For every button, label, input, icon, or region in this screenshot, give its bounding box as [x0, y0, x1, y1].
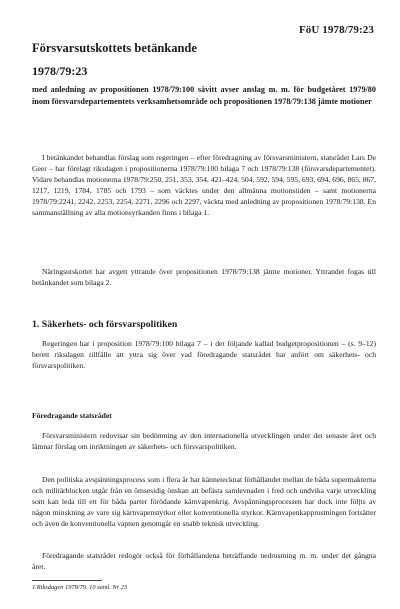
document-reference: FöU 1978/79:23	[298, 24, 374, 36]
minister-paragraph-2: Den politiska avspänningsprocess som i flera år har kännetecknat förhållandet mellan de båda supermakterna och militärblocken utgår från en ömsesidig önskan att befästa samlevnaden i fred och undvika varje utveckling som kan leda till ett för båda parter förödande kärnvapenkrig. Avspänningsprocessen har dock inte följts av någon minskning av vare sig kärnvapenstyrkor eller konventionella styrkor. Kärnvapenkapprustningen fortsätter och även de konventionella vapnen genomgår en snabb teknisk utveckling.	[32, 475, 376, 528]
page-footnote: 1 Riksdagen 1978/79. 10 saml. Nr 23	[32, 584, 131, 592]
subsection-heading: Föredragande statsrådet	[32, 411, 112, 420]
report-subtitle: med anledning av propositionen 1978/79:100 såvitt avser anslag m. m. för budgetåret 1979/80 inom försvarsdepartementets verksamhetsområde och propositionen 1978/79:138 jämte motioner	[32, 85, 376, 106]
section-heading: 1. Säkerhets- och försvarspolitiken	[32, 319, 178, 330]
footnote-divider	[32, 580, 102, 581]
report-title: Försvarsutskottets betänkande	[32, 41, 197, 55]
naringsutskottet-paragraph: Näringsutskottet har avgett yttrande över propositionen 1978/79:138 jämte motioner. Yttrandet fogas till betänkandet som bilaga 2.	[32, 267, 376, 287]
section-intro-paragraph: Regeringen har i proposition 1978/79:100 bilaga 7 – i det följande kallad budgetpropositionen – (s. 9–12) berett riksdagen tillfälle att yttra sig över vad föredragande statsrådet har anfört om säkerhets- och försvarspolitiken.	[32, 339, 376, 370]
minister-paragraph-1: Försvarsministern redovisar sin bedömning av den internationella utvecklingen under det senaste året och lämnar förslag om inriktningen av säkerhets- och försvarspolitiken.	[32, 431, 376, 451]
minister-paragraph-3: Föredragande statsrådet redogör också för förhållandena beträffande nedrustning m. m. under det gångna året.	[32, 551, 376, 571]
report-number: 1978/79:23	[32, 64, 88, 78]
intro-paragraph: I betänkandet behandlas förslag som regeringen – efter föredragning av försvarsministern, statsrådet Lars De Geer – har förelagt riksdagen i propositionerna 1978/79:100 bilaga 7 och 1978/79:138 (försvarsdepartementet). Vidare behandlas motionerna 1978/79:250, 251, 353, 354, 421–424, 504, 592, 594, 595, 693, 694, 696, 865, 867, 1217, 1219, 1784, 1785 och 1793 – som väcktes under den allmänna motionstiden – samt motionerna 1978/79:2241, 2242, 2253, 2254, 2271, 2296 och 2297, väckta med anledning av propositionen 1978/79:138. En sammanställning av alla motionsyrkanden finns i bilaga 1.	[32, 153, 376, 217]
